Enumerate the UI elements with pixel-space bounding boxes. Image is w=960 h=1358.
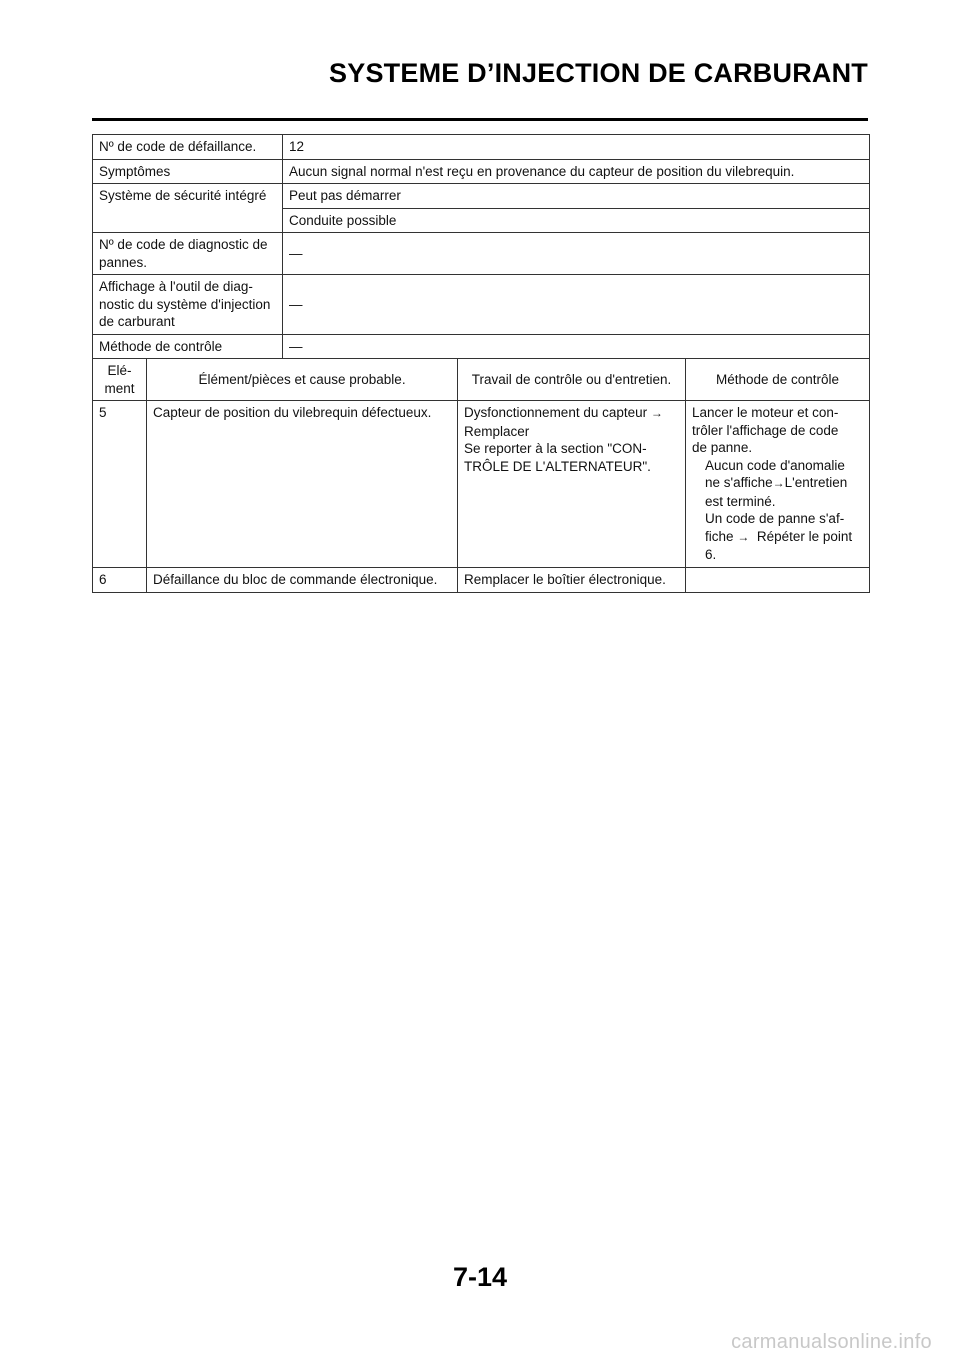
column-header-method: Méthode de contrôle xyxy=(686,359,870,401)
arrow-right-icon: → xyxy=(772,476,785,490)
info-label-line: Nº de code de diagnostic de xyxy=(99,237,268,252)
info-value: — xyxy=(283,233,870,275)
info-value: — xyxy=(283,275,870,335)
info-label-line: pannes. xyxy=(99,254,148,270)
info-row-fault-code xyxy=(93,135,870,160)
info-value: Conduite possible xyxy=(283,208,870,233)
row-cause: Capteur de position du vilebrequin défectueux. xyxy=(147,401,458,568)
info-value: Aucun signal normal n'est reçu en provenance du capteur de position du vilebrequin. xyxy=(283,159,870,184)
info-label: Système de sécurité intégré xyxy=(93,184,283,209)
row-method: Lancer le moteur et con- trôler l'affichage de code de panne. Aucun code d'anomalie ne s'affiche→L'entretien est terminé. Un code de panne s'af- fiche → Répéter le point 6. xyxy=(686,401,870,568)
info-label: Symptômes xyxy=(93,159,283,184)
info-value: — xyxy=(283,334,870,359)
info-label-empty xyxy=(93,208,283,233)
diagnostic-table xyxy=(92,134,870,593)
arrow-right-icon: → xyxy=(650,406,663,420)
row-work: Dysfonctionnement du capteur → Remplacer Se reporter à la section "CON- TRÔLE DE L'ALTERNATEUR". xyxy=(458,401,686,568)
info-value: Peut pas démarrer xyxy=(283,184,870,209)
page-number: 7-14 xyxy=(452,1262,508,1292)
header-divider xyxy=(92,118,868,121)
arrow-right-icon: → xyxy=(737,529,750,544)
info-row-symptoms xyxy=(93,159,870,184)
row-work: Remplacer le boîtier électronique. xyxy=(458,568,686,593)
info-row-diagnostic-code xyxy=(93,233,870,275)
column-header-element: Elé- ment xyxy=(93,359,147,401)
info-label: Méthode de contrôle xyxy=(93,334,283,359)
row-cause: Défaillance du bloc de commande électronique. xyxy=(147,568,458,593)
column-header-row xyxy=(93,359,870,401)
info-label-line: nostic du système d'injection xyxy=(99,296,271,312)
info-row-tool-display xyxy=(93,275,870,335)
info-label xyxy=(93,275,283,335)
row-number: 5 xyxy=(93,401,147,568)
table-row xyxy=(93,568,870,593)
column-header-work: Travail de contrôle ou d'entretien. xyxy=(458,359,686,401)
row-method xyxy=(686,568,870,593)
info-label-line: de carburant xyxy=(99,314,175,329)
column-header-cause: Élément/pièces et cause probable. xyxy=(147,359,458,401)
table-row xyxy=(93,401,870,568)
page-title: SYSTEME D’INJECTION DE CARBURANT xyxy=(329,58,868,88)
info-row-check-method xyxy=(93,334,870,359)
info-label xyxy=(93,233,283,275)
info-row-fail-safe xyxy=(93,184,870,209)
row-number: 6 xyxy=(93,568,147,593)
watermark: carmanualsonline.info xyxy=(731,1331,932,1353)
info-value: 12 xyxy=(283,135,870,160)
info-label-line: Affichage à l'outil de diag- xyxy=(99,279,253,294)
info-label: Nº de code de défaillance. xyxy=(93,135,283,160)
info-row-fail-safe-2 xyxy=(93,208,870,233)
